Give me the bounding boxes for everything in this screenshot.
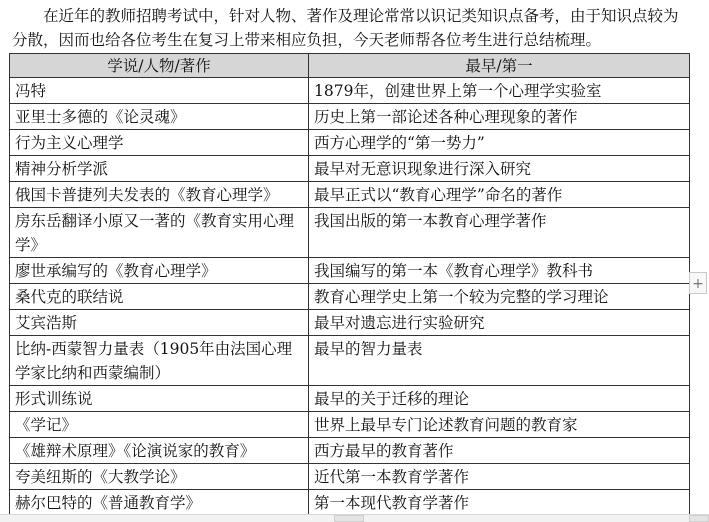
table-row	[10, 336, 690, 386]
table-row	[10, 156, 690, 182]
table-row	[10, 386, 690, 412]
table-row	[10, 412, 690, 438]
scrollbar-thumb-right[interactable]	[689, 515, 709, 522]
cell-first: 西方心理学的“第一势力”	[309, 130, 690, 156]
header-earliest-first: 最早/第一	[309, 54, 690, 78]
table-row	[10, 464, 690, 490]
cell-first: 最早对无意识现象进行深入研究	[309, 156, 690, 182]
intro-paragraph: 在近年的教师招聘考试中，针对人物、著作及理论常常以识记类知识点备考，由于知识点较为分散，因而也给各位考生在复习上带来相应负担，今天老师帮各位考生进行总结梳理。	[12, 7, 679, 49]
table-row	[10, 258, 690, 284]
cell-first: 近代第一本教育学著作	[309, 464, 690, 490]
cell-first: 世界上最早专门论述教育问题的教育家	[309, 412, 690, 438]
table-row	[10, 182, 690, 208]
cell-subject: 赫尔巴特的《普通教育学》	[10, 490, 309, 516]
cell-first: 我国编写的第一本《教育心理学》教科书	[309, 258, 690, 284]
cell-subject: 廖世承编写的《教育心理学》	[10, 258, 309, 284]
header-theory-person-work: 学说/人物/著作	[10, 54, 309, 78]
cell-first: 最早的智力量表	[309, 336, 690, 386]
table-row	[10, 78, 690, 104]
table-row	[10, 310, 690, 336]
cell-first: 第一本现代教育学著作	[309, 490, 690, 516]
cell-subject: 比纳-西蒙智力量表（1905年由法国心理学家比纳和西蒙编制）	[10, 336, 309, 386]
cell-first: 最早正式以“教育心理学”命名的著作	[309, 182, 690, 208]
table-row	[10, 130, 690, 156]
cell-subject: 《学记》	[10, 412, 309, 438]
add-icon[interactable]: +	[689, 272, 707, 294]
cell-subject: 冯特	[10, 78, 309, 104]
cell-first: 历史上第一部论述各种心理现象的著作	[309, 104, 690, 130]
cell-first: 西方最早的教育著作	[309, 438, 690, 464]
cell-first: 最早的关于迁移的理论	[309, 386, 690, 412]
table-row	[10, 490, 690, 516]
cell-first: 教育心理学史上第一个较为完整的学习理论	[309, 284, 690, 310]
table-row	[10, 104, 690, 130]
table-row	[10, 284, 690, 310]
cell-first: 我国出版的第一本教育心理学著作	[309, 208, 690, 258]
summary-table	[9, 53, 690, 516]
scrollbar-thumb[interactable]	[334, 515, 364, 522]
table-header-row	[10, 54, 690, 78]
cell-subject: 艾宾浩斯	[10, 310, 309, 336]
table-row	[10, 208, 690, 258]
cell-subject: 行为主义心理学	[10, 130, 309, 156]
cell-first: 1879年，创建世界上第一个心理学实验室	[309, 78, 690, 104]
cell-subject: 房东岳翻译小原又一著的《教育实用心理学》	[10, 208, 309, 258]
cell-first: 最早对遗忘进行实验研究	[309, 310, 690, 336]
cell-subject: 亚里士多德的《论灵魂》	[10, 104, 309, 130]
cell-subject: 《雄辩术原理》《论演说家的教育》	[10, 438, 309, 464]
cell-subject: 形式训练说	[10, 386, 309, 412]
cell-subject: 精神分析学派	[10, 156, 309, 182]
cell-subject: 桑代克的联结说	[10, 284, 309, 310]
cell-subject: 夸美纽斯的《大教学论》	[10, 464, 309, 490]
cell-subject: 俄国卡普捷列夫发表的《教育心理学》	[10, 182, 309, 208]
table-row	[10, 438, 690, 464]
